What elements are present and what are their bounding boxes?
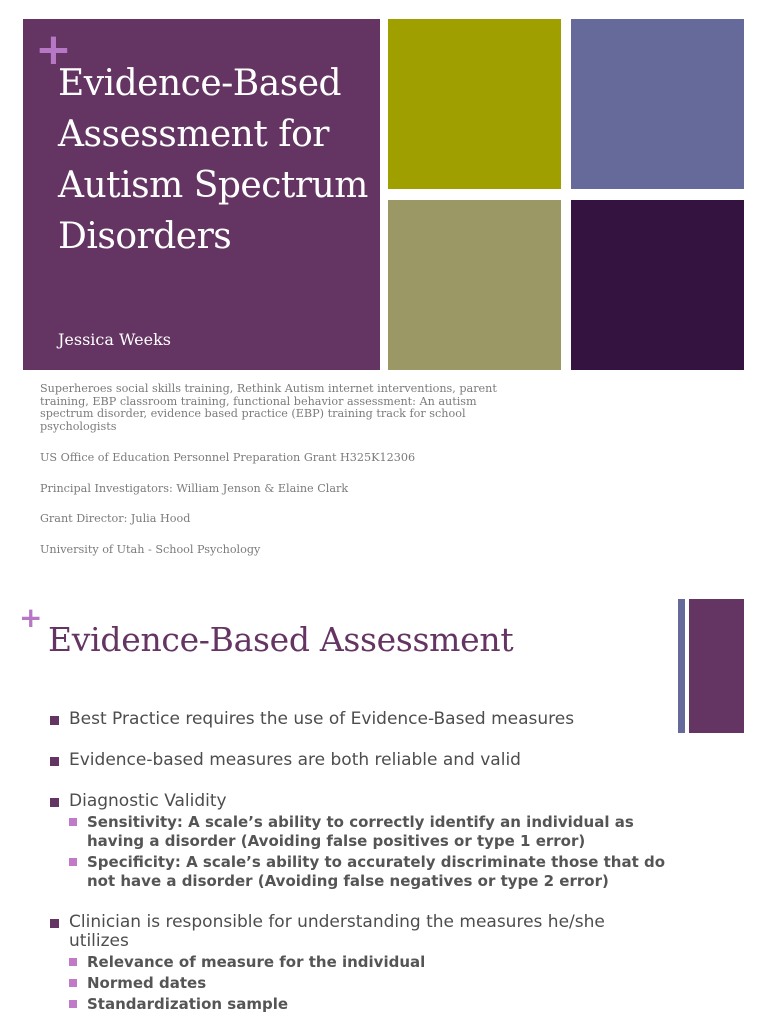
sub-bullet-item: Standardization sample bbox=[50, 995, 670, 1014]
slide-title: Evidence-Based Assessment bbox=[48, 620, 514, 659]
note-keywords: Superheroes social skills training, Rethink Autism internet interventions, parent training, EBP classroom training, functional behavior assessment: An autism spectrum disorder, evidence based practice (EBP) training track for school psychologists bbox=[40, 382, 497, 433]
sub-bullet-item: Normed dates bbox=[50, 974, 670, 993]
sub-bullet-item: Sensitivity: A scale’s ability to correctly identify an individual as having a disorder (Avoiding false positives or type 1 error) bbox=[50, 813, 670, 851]
decorative-square-olive bbox=[388, 19, 561, 189]
sub-bullet-item: Relevance of measure for the individual bbox=[50, 953, 670, 972]
plus-icon: + bbox=[35, 24, 72, 75]
bullet-item: Evidence-based measures are both reliable and valid bbox=[50, 751, 670, 770]
note-investigators: Principal Investigators: William Jenson & Elaine Clark bbox=[40, 481, 349, 495]
slide-notes bbox=[40, 383, 510, 556]
sub-bullet-item: Specificity: A scale’s ability to accurately discriminate those that do not have a disorder (Avoiding false negatives or type 2 error) bbox=[50, 853, 670, 891]
author-name: Jessica Weeks bbox=[58, 330, 171, 349]
bullet-item: Diagnostic Validity bbox=[50, 792, 670, 811]
bullet-item: Best Practice requires the use of Evidence-Based measures bbox=[50, 710, 670, 729]
plus-icon: + bbox=[19, 601, 43, 634]
bullet-item: Clinician is responsible for understanding the measures he/she utilizes bbox=[50, 913, 670, 951]
decorative-square-khaki bbox=[388, 200, 561, 370]
accent-bar-thin bbox=[678, 599, 685, 733]
slide-title: Evidence-Based Assessment for Autism Spectrum Disorders bbox=[58, 63, 368, 257]
note-grant: US Office of Education Personnel Preparation Grant H325K12306 bbox=[40, 451, 416, 464]
decorative-square-slate bbox=[571, 19, 744, 189]
note-university: University of Utah - School Psychology bbox=[40, 542, 261, 556]
accent-bar-wide bbox=[689, 599, 744, 733]
note-director: Grant Director: Julia Hood bbox=[40, 512, 191, 525]
decorative-square-plum bbox=[571, 200, 744, 370]
bullet-list bbox=[50, 710, 670, 1014]
